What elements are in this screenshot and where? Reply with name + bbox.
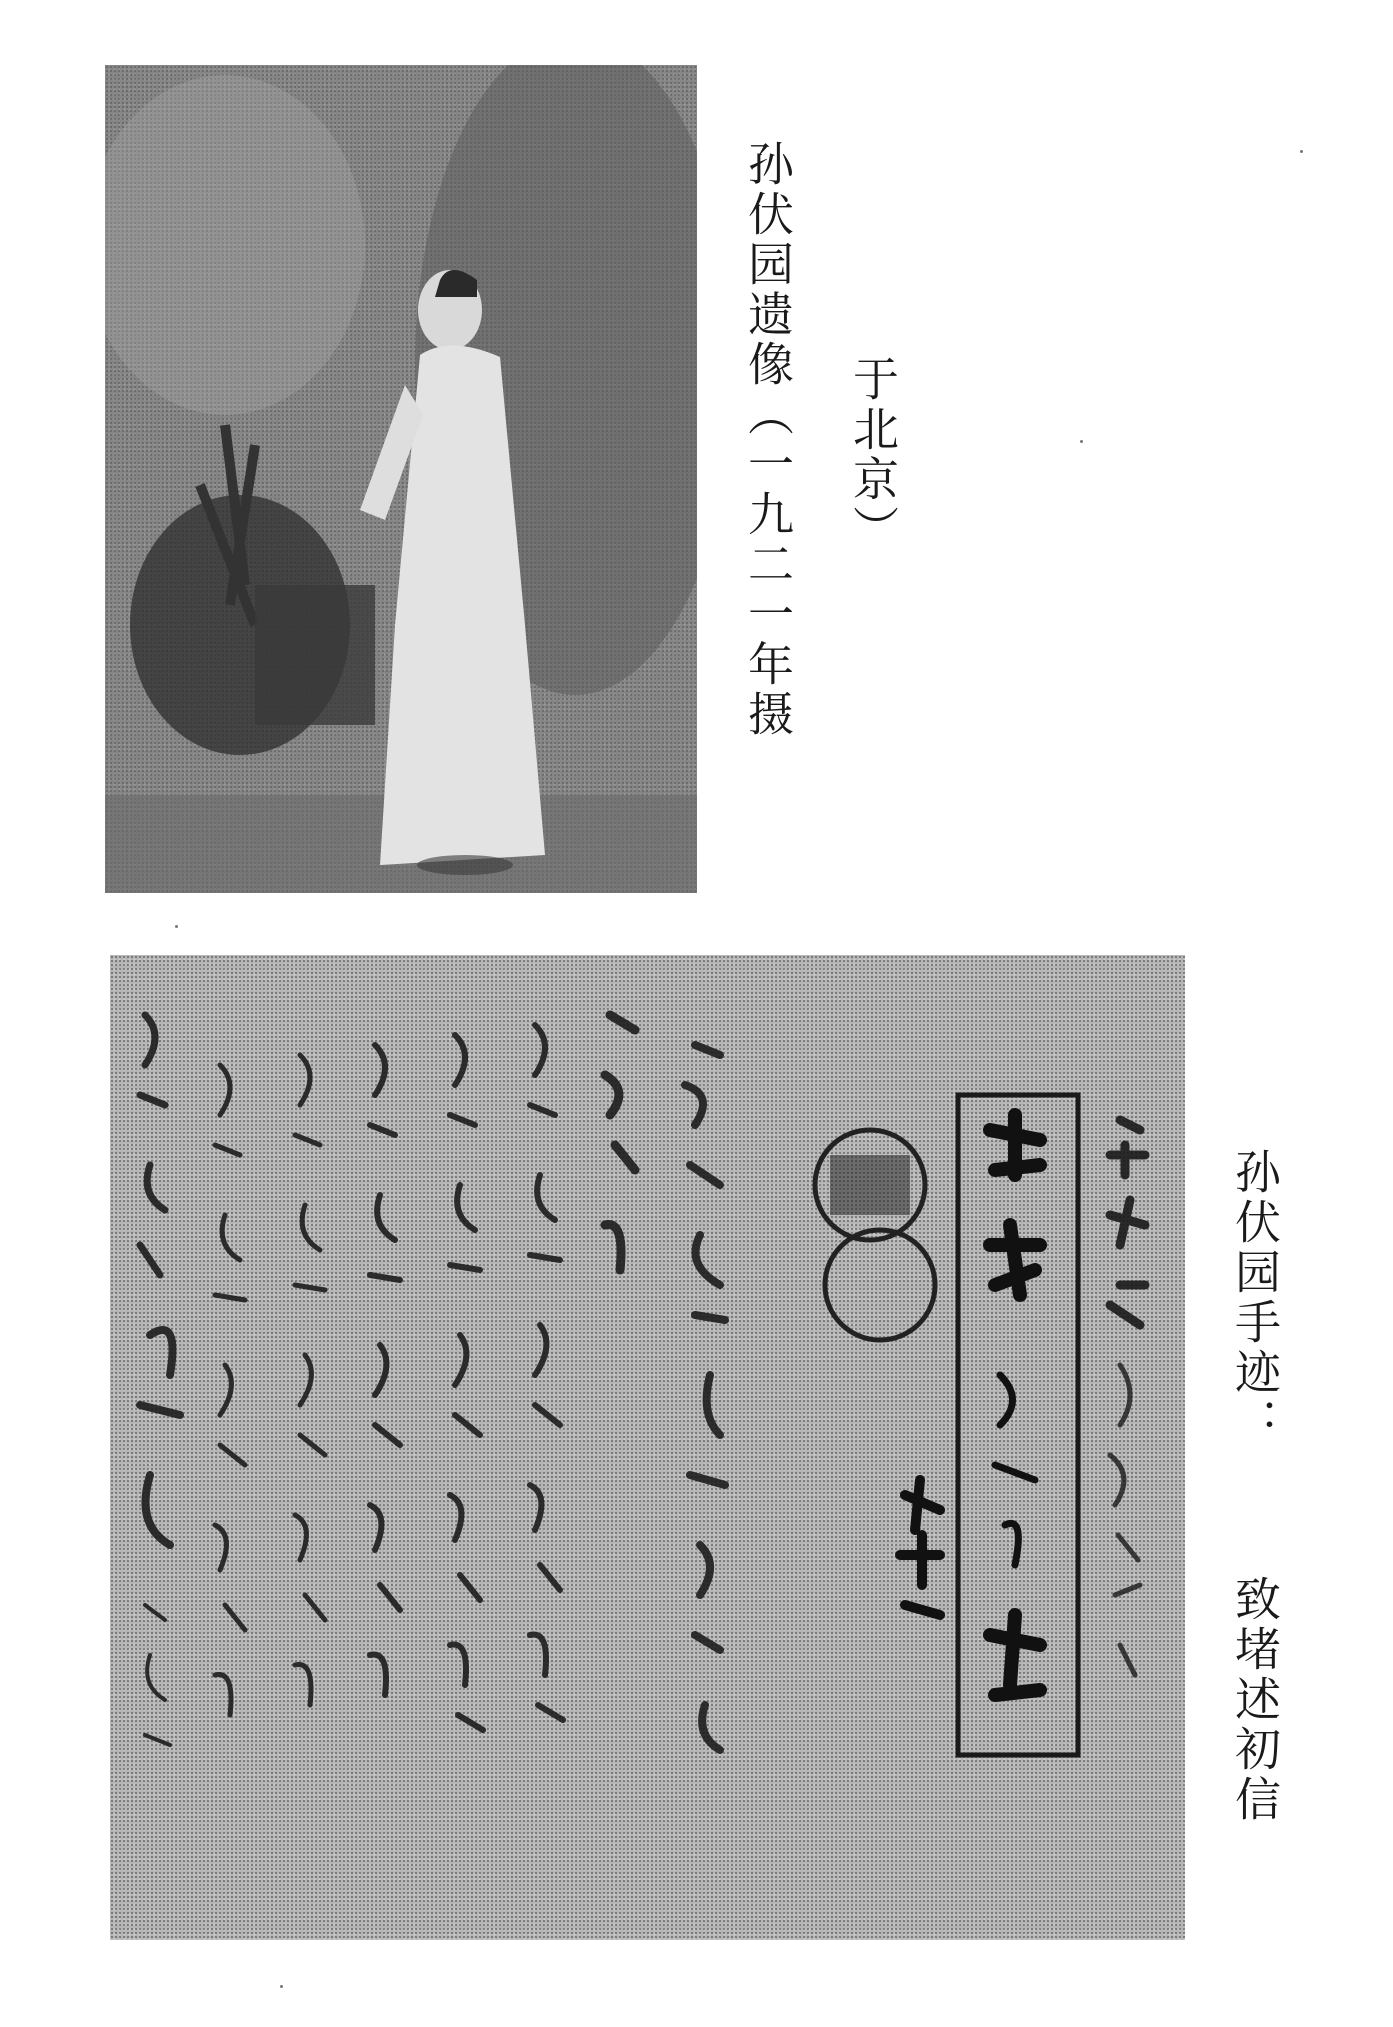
scan-speck (175, 925, 178, 928)
letter-caption-line1: 孙伏园手迹： (1228, 1148, 1282, 1448)
portrait-photo-illustration (105, 65, 697, 893)
letter-caption-line2: 致堵述初信 (1228, 1575, 1282, 1825)
letter-handwriting-illustration (110, 955, 1185, 1940)
scan-speck (1080, 440, 1083, 443)
scan-speck (1300, 150, 1303, 153)
scan-speck (280, 1985, 283, 1988)
portrait-photo (105, 65, 697, 893)
portrait-caption: 孙伏园遗像（一九二一年摄 (741, 140, 795, 740)
portrait-caption-place: 于北京） (846, 355, 900, 555)
letter-facsimile (110, 955, 1185, 1940)
